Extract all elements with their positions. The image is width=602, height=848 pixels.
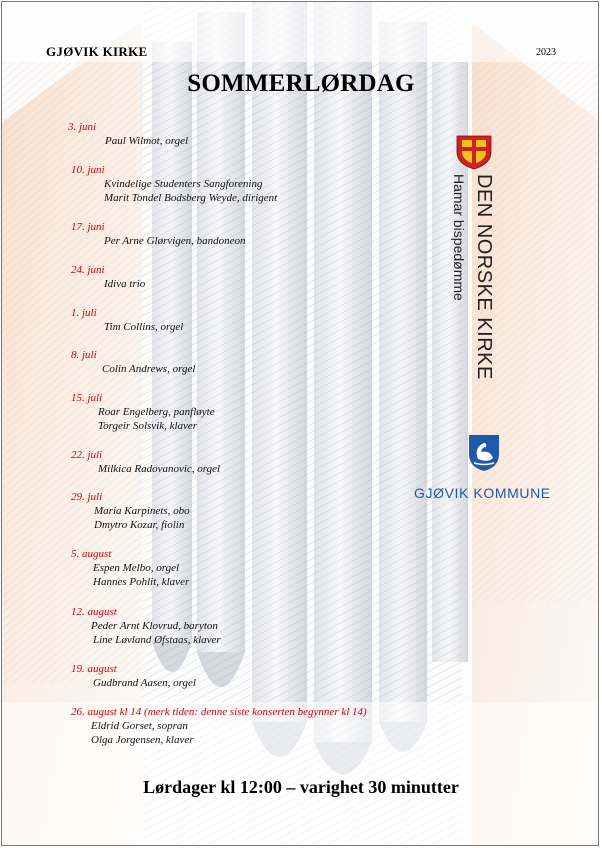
event-performer: Kvindelige Studenters Sangforening	[104, 178, 263, 190]
event-item	[71, 391, 215, 433]
event-item	[71, 306, 183, 334]
event-item	[71, 220, 246, 248]
event-performer: Milkica Radovanovic, orgel	[98, 463, 221, 475]
event-performer: Roar Engelberg, panfløyte	[98, 406, 215, 418]
event-item	[71, 348, 195, 376]
event-performer: Paul Wilmot, orgel	[105, 135, 189, 147]
poster-page	[1, 1, 599, 846]
event-performer: Per Arne Glørvigen, bandoneon	[104, 235, 246, 247]
event-date: 24. juni	[71, 264, 105, 276]
event-performer: Colin Andrews, orgel	[102, 363, 196, 375]
event-item	[71, 163, 277, 205]
event-date: 19. august	[71, 663, 117, 675]
event-date: 10. juni	[71, 164, 105, 176]
diocese-name: Hamar bispedømme	[451, 174, 467, 301]
event-date: 12. august	[71, 606, 117, 618]
event-performer: Line Løvland Øfstaas, klaver	[93, 634, 221, 646]
event-performer: Eldrid Gorset, sopran	[91, 720, 188, 732]
event-performer: Peder Arnt Klovrud, baryton	[91, 620, 218, 632]
event-performer: Maria Karpinets, obo	[94, 505, 190, 517]
church-name-header: GJØVIK KIRKE	[46, 44, 148, 59]
event-item	[71, 605, 221, 647]
event-item	[71, 490, 190, 532]
event-item	[71, 705, 367, 747]
event-date: 22. juli	[71, 449, 103, 461]
event-date: 8. juli	[71, 349, 97, 361]
event-item	[71, 448, 220, 476]
event-item	[68, 120, 188, 148]
event-performer: Olga Jorgensen, klaver	[91, 734, 194, 746]
event-date: 26. august kl 14 (merk tiden: denne siste konserten begynner kl 14)	[71, 706, 367, 718]
event-performer: Tim Collins, orgel	[104, 321, 184, 333]
event-item	[71, 547, 189, 589]
event-performer: Dmytro Kozar, fiolin	[94, 519, 185, 531]
page-title: SOMMERLØRDAG	[187, 70, 415, 97]
event-performer: Gudbrand Aasen, orgel	[93, 677, 196, 689]
event-date: 1. juli	[71, 307, 97, 319]
event-date: 17. juni	[71, 221, 105, 233]
event-date: 5. august	[71, 548, 112, 560]
event-performer: Torgeir Solsvik, klaver	[98, 420, 198, 432]
event-performer: Hannes Pohlit, klaver	[93, 576, 190, 588]
event-item	[71, 662, 196, 690]
event-performer: Espen Melbo, orgel	[93, 562, 180, 574]
church-shield-icon	[454, 134, 494, 170]
municipality-name: GJØVIK KOMMUNE	[414, 485, 551, 501]
event-performer: Marit Tondel Bodsberg Weyde, dirigent	[104, 192, 278, 204]
event-item	[71, 263, 145, 291]
church-org-name: DEN NORSKE KIRKE	[473, 174, 495, 380]
schedule-note: Lørdager kl 12:00 – varighet 30 minutter	[143, 777, 459, 797]
swan-shield-icon	[468, 434, 500, 472]
event-date: 3. juni	[68, 121, 97, 133]
event-date: 15. juli	[71, 392, 103, 404]
event-date: 29. juli	[71, 491, 103, 503]
event-performer: Idiva trio	[104, 278, 146, 290]
year-label: 2023	[536, 47, 556, 58]
